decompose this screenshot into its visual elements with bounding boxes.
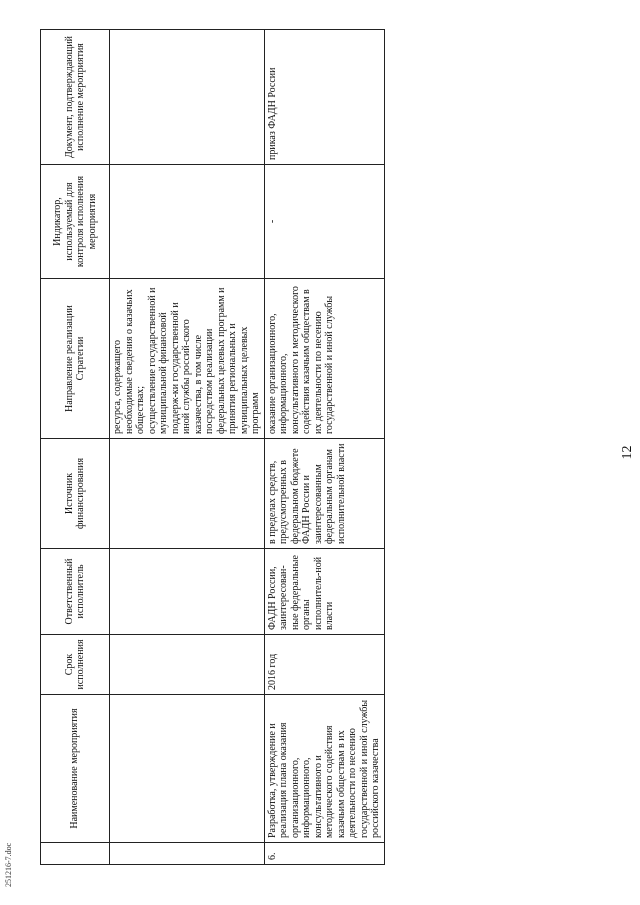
footer-code: 251216-7.doc bbox=[4, 842, 13, 887]
cell-number bbox=[110, 843, 265, 865]
cell-document: приказ ФАДН России bbox=[264, 30, 384, 165]
table-header-row bbox=[41, 30, 110, 865]
cell-source: в пределах средств, предусмотренных в федеральном бюджете ФАДН России и заинтересованным федеральным органам исполнительной власти bbox=[264, 439, 384, 549]
cell-number: 6. bbox=[264, 843, 384, 865]
cell-name: Разработка, утверждение и реализация плана оказания организационного, информационного, консультативного и методического содействия казачьим обществам в их деятельности по несению государственной и иной службы российского казачества bbox=[264, 695, 384, 843]
col-header-name: Наименование мероприятия bbox=[41, 695, 110, 843]
cell-document bbox=[110, 30, 265, 165]
cell-source bbox=[110, 439, 265, 549]
col-header-document: Документ, подтверждающий исполнение мероприятия bbox=[41, 30, 110, 165]
cell-term bbox=[110, 635, 265, 695]
col-header-term: Срок исполнения bbox=[41, 635, 110, 695]
col-header-direction: Направление реализации Стратегии bbox=[41, 279, 110, 439]
page-number: 12 bbox=[620, 445, 635, 460]
col-header-indicator: Индикатор, используемый для контроля исполнения мероприятия bbox=[41, 165, 110, 279]
cell-direction: оказание организационного, информационного, консультативного и методического содействия казачьим обществам в их деятельности по несению государственной и иной службы bbox=[264, 279, 384, 439]
cell-term: 2016 год bbox=[264, 635, 384, 695]
cell-indicator: - bbox=[264, 165, 384, 279]
table-row bbox=[110, 30, 265, 865]
table-row bbox=[264, 30, 384, 865]
col-header-source: Источник финансирования bbox=[41, 439, 110, 549]
col-header-executor: Ответственный исполнитель bbox=[41, 549, 110, 635]
cell-direction: ресурса, содержащего необходимые сведения о казачьих обществах; осуществление государственной и муниципальной финансовой поддерж-ки государственной и иной службы россий-ского казачества, в том числе посредством реализации федеральных целевых программ и принятия региональных и муниципальных целевых программ bbox=[110, 279, 265, 439]
cell-executor: ФАДН России, заинтересован-ные федеральные органы исполнитель-ной власти bbox=[264, 549, 384, 635]
cell-executor bbox=[110, 549, 265, 635]
measures-table bbox=[40, 29, 385, 865]
cell-name bbox=[110, 695, 265, 843]
cell-indicator bbox=[110, 165, 265, 279]
col-header-number bbox=[41, 843, 110, 865]
